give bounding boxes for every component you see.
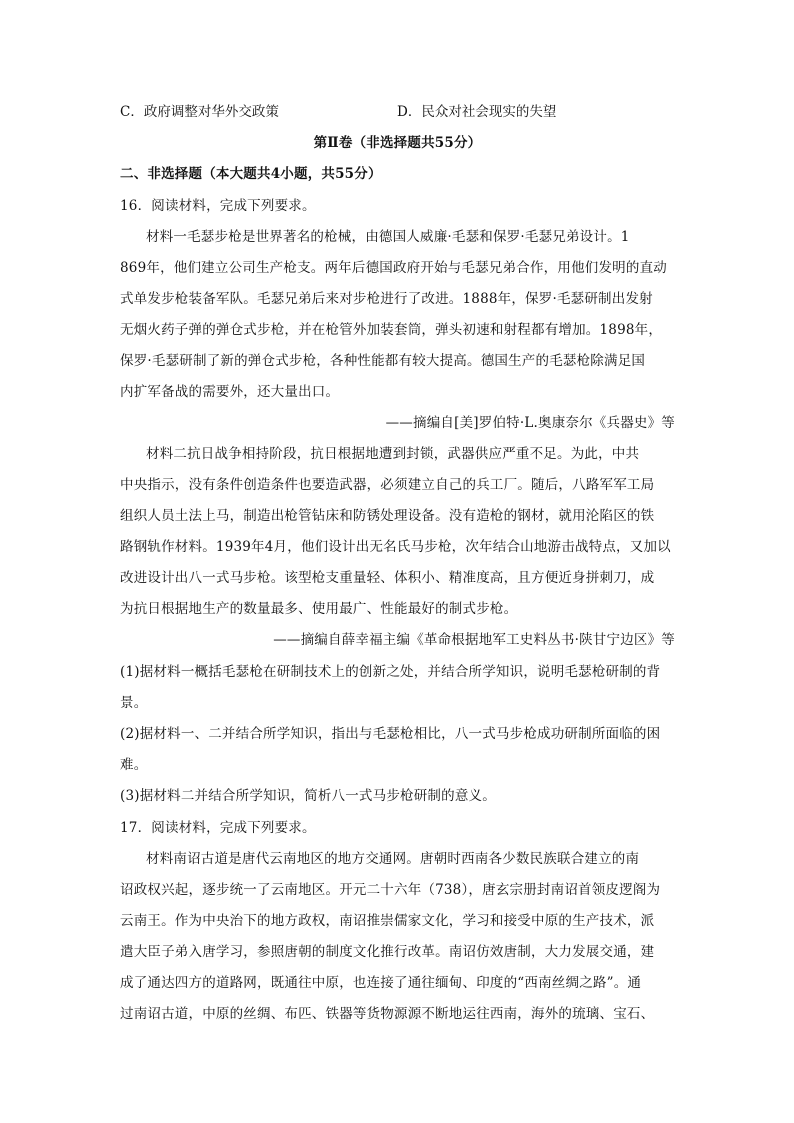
- q17-material-line: 云南王。作为中央治下的地方政权，南诏推崇儒家文化，学习和接受中原的生产技术，派: [120, 913, 655, 929]
- q17-material-line: 过南诏古道，中原的丝绸、布匹、铁器等货物源源不断地运往西南，海外的琉璃、宝石、: [120, 1006, 655, 1022]
- q17-material-line: 成了通达四方的道路网，既通往中原，也连接了通往缅甸、印度的“西南丝绸之路”。通: [120, 975, 642, 991]
- q16-material2-line: 路钢轨作材料。1939年4月，他们设计出无名氏马步枪，次年结合山地游击战特点，又加以: [120, 539, 671, 555]
- q17-material-line: 诏政权兴起，逐步统一了云南地区。开元二十六年（738），唐玄宗册封南诏首领皮逻阁为: [120, 882, 661, 898]
- option-d: D．民众对社会现实的失望: [397, 104, 557, 120]
- q16-prompt: 16．阅读材料，完成下列要求。: [120, 198, 316, 214]
- q16-source2: ——摘编自薛幸福主编《革命根据地军工史料丛书·陕甘宁边区》等: [273, 632, 675, 648]
- q16-material2-line: 材料二抗日战争相持阶段，抗日根据地遭到封锁，武器供应严重不足。为此，中共: [146, 446, 640, 462]
- q16-material1-line: 式单发步枪装备军队。毛瑟兄弟后来对步枪进行了改进。1888年，保罗·毛瑟研制出发射: [120, 291, 653, 307]
- q16-question-line: (2)据材料一、二并结合所学知识，指出与毛瑟枪相比，八一式马步枪成功研制所面临的困: [120, 726, 661, 742]
- section-title: 第Ⅱ卷（非选择题共55分）: [313, 135, 482, 151]
- q16-material1-line: 无烟火药子弹的弹仓式步枪，并在枪管外加装套筒，弹头初速和射程都有增加。1898年，: [120, 322, 663, 338]
- q16-question-line: (1)据材料一概括毛瑟枪在研制技术上的创新之处，并结合所学知识，说明毛瑟枪研制的背: [120, 664, 661, 680]
- q17-material-line: 材料南诏古道是唐代云南地区的地方交通网。唐朝时西南各少数民族联合建立的南: [146, 851, 640, 867]
- q16-question-line: 难。: [120, 757, 148, 773]
- q16-material1-line: 869年，他们建立公司生产枪支。两年后德国政府开始与毛瑟兄弟合作，用他们发明的直动: [120, 260, 667, 276]
- q16-material1-line: 材料一毛瑟步枪是世界著名的枪械，由德国人威廉·毛瑟和保罗·毛瑟兄弟设计。1: [146, 229, 630, 245]
- q16-source1: ——摘编自[美]罗伯特·L.奥康奈尔《兵器史》等: [385, 415, 675, 431]
- q16-material2-line: 为抗日根据地生产的数量最多、使用最广、性能最好的制式步枪。: [120, 601, 518, 617]
- q17-prompt: 17．阅读材料，完成下列要求。: [120, 820, 316, 836]
- q16-material2-line: 组织人员土法上马，制造出枪管钻床和防锈处理设备。没有造枪的钢材，就用沦陷区的铁: [120, 508, 655, 524]
- part-heading: 二、非选择题（本大题共4小题，共55分）: [120, 166, 382, 182]
- option-c: C．政府调整对华外交政策: [120, 104, 279, 120]
- q16-question-line: 景。: [120, 695, 148, 711]
- q16-material2-line: 改进设计出八一式马步枪。该型枪支重量轻、体积小、精准度高，且方便近身拼刺刀，成: [120, 570, 655, 586]
- q16-material2-line: 中央指示，没有条件创造条件也要造武器，必须建立自己的兵工厂。随后，八路军军工局: [120, 477, 655, 493]
- q16-material1-line: 内扩军备战的需要外，还大量出口。: [120, 384, 340, 400]
- q16-question-line: (3)据材料二并结合所学知识，简析八一式马步枪研制的意义。: [120, 788, 496, 804]
- q16-material1-line: 保罗·毛瑟研制了新的弹仓式步枪，各种性能都有较大提高。德国生产的毛瑟枪除满足国: [120, 353, 646, 369]
- q17-material-line: 遣大臣子弟入唐学习，参照唐朝的制度文化推行改革。南诏仿效唐制，大力发展交通，建: [120, 944, 655, 960]
